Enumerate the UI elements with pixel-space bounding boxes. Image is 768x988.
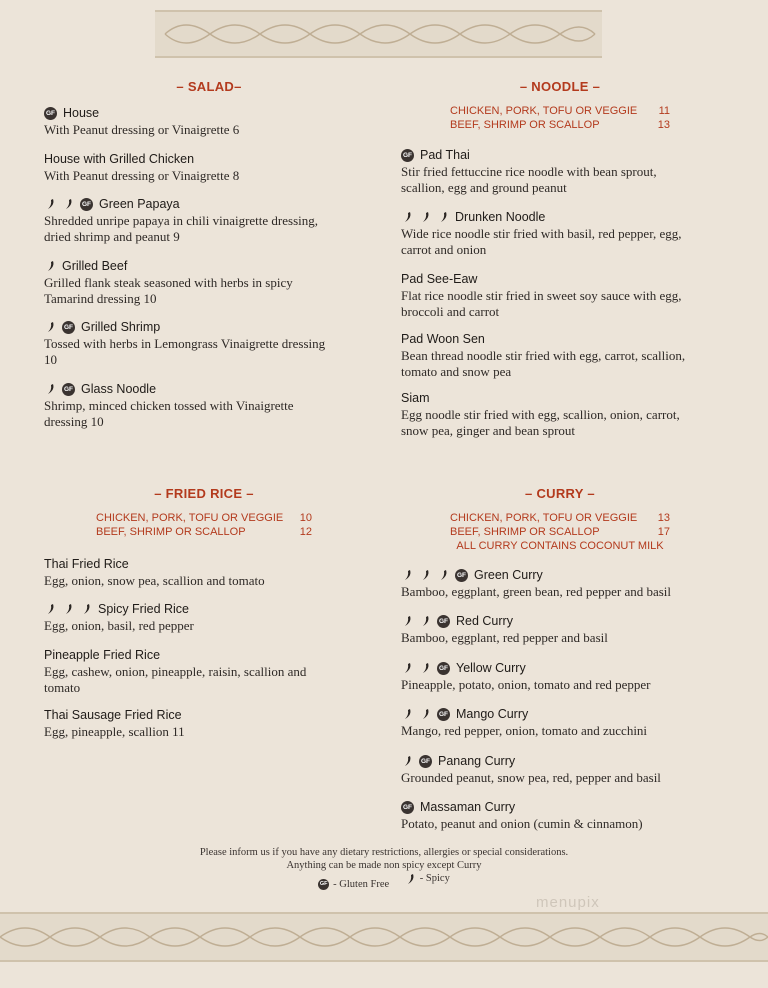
chili-spicy-icon: [419, 708, 431, 720]
price-value: 10: [299, 512, 312, 524]
item-description-cont: tomato and snow pea: [401, 364, 512, 379]
item-description: Egg, onion, snow pea, scallion and tomato: [44, 573, 265, 588]
item-name: Pad See-Eaw: [401, 272, 478, 286]
price-label: CHICKEN, PORK, TOFU OR VEGGIE: [450, 512, 638, 524]
item-name: House: [63, 106, 100, 120]
menu-item-grilled-shrimp: [44, 318, 374, 368]
chili-spicy-icon: [401, 755, 413, 767]
item-name: Grilled Beef: [62, 259, 128, 273]
noodle-title: – NOODLE –: [519, 79, 601, 94]
chili-spicy-icon: [62, 198, 74, 210]
gluten-free-icon: GF: [44, 107, 57, 120]
item-name: Siam: [401, 391, 430, 405]
chili-spicy-icon: [401, 615, 413, 627]
bottom-ornament-border: [0, 912, 768, 962]
item-description: Bean thread noodle stir fried with egg, carrot, scallion,: [401, 348, 686, 363]
chili-spicy-icon: [80, 603, 92, 615]
footer-line-spice: Anything can be made non spicy except Curry: [286, 860, 482, 871]
menu-item-panang-curry: [401, 752, 741, 786]
curry-title: – CURRY –: [525, 486, 595, 501]
price-line: [400, 104, 720, 118]
item-name: Pad Woon Sen: [401, 332, 485, 346]
item-name: Glass Noodle: [81, 382, 157, 396]
item-name: Red Curry: [456, 614, 513, 628]
chili-spicy-icon: [44, 321, 56, 333]
menu-item-drunken-noodle: [401, 208, 741, 258]
menu-item-pineapple-fried-rice: [44, 646, 374, 696]
item-description: Pineapple, potato, onion, tomato and red pepper: [401, 677, 651, 692]
gluten-free-icon: GF: [419, 755, 432, 768]
price-value: 17: [657, 526, 670, 538]
item-description: Egg, cashew, onion, pineapple, raisin, scallion and: [44, 664, 307, 679]
gluten-free-icon: GF: [437, 662, 450, 675]
chili-spicy-icon: [419, 569, 431, 581]
item-name: Green Curry: [474, 568, 543, 582]
price-label: CHICKEN, PORK, TOFU OR VEGGIE: [96, 512, 284, 524]
gluten-free-icon: GF: [401, 801, 414, 814]
menu-item-red-curry: [401, 612, 741, 646]
item-name: Mango Curry: [456, 707, 529, 721]
item-description: Grounded peanut, snow pea, red, pepper and basil: [401, 770, 661, 785]
item-description: Grilled flank steak seasoned with herbs in spicy: [44, 275, 293, 290]
price-line: [400, 118, 720, 132]
item-description: Shrimp, minced chicken tossed with Vinaigrette: [44, 398, 294, 413]
price-value: 11: [658, 105, 670, 117]
top-ornament-border: [155, 10, 602, 58]
menu-item-pad-see-eaw: [401, 270, 741, 320]
gluten-free-icon: GF: [455, 569, 468, 582]
item-name: Spicy Fried Rice: [98, 602, 189, 616]
menu-item-glass-noodle: [44, 380, 374, 430]
chili-spicy-icon: [44, 260, 56, 272]
price-line: [44, 525, 364, 539]
chili-spicy-icon: [401, 211, 413, 223]
gluten-free-icon: GF: [62, 321, 75, 334]
salad-section: [44, 79, 374, 94]
item-description: With Peanut dressing or Vinaigrette 6: [44, 122, 240, 137]
chili-spicy-icon: [437, 211, 449, 223]
item-description: Flat rice noodle stir fried in sweet soy sauce with egg,: [401, 288, 682, 303]
item-description-cont: snow pea, ginger and bean sprout: [401, 423, 576, 438]
item-description: With Peanut dressing or Vinaigrette 8: [44, 168, 240, 183]
menu-item-thai-sausage-fried-rice: [44, 706, 374, 740]
item-description-cont: 10: [44, 352, 57, 367]
item-description: Egg, pineapple, scallion 11: [44, 724, 185, 739]
item-description: Mango, red pepper, onion, tomato and zucchini: [401, 723, 648, 738]
price-value: 12: [299, 526, 312, 538]
menu-item-thai-fried-rice: [44, 555, 374, 589]
chili-spicy-icon: [419, 662, 431, 674]
curry-section: [400, 486, 720, 553]
price-line: [400, 511, 720, 525]
price-label: CHICKEN, PORK, TOFU OR VEGGIE: [450, 105, 638, 117]
menu-item-green-papaya: [44, 195, 374, 245]
price-value: 13: [657, 512, 670, 524]
price-value: 13: [657, 119, 670, 131]
item-description-cont: broccoli and carrot: [401, 304, 500, 319]
watermark-logo: menupix: [536, 894, 600, 911]
legend-spicy: [404, 872, 450, 885]
price-label: BEEF, SHRIMP OR SCALLOP: [96, 526, 246, 538]
chili-spicy-icon: [62, 603, 74, 615]
gluten-free-icon: GF: [437, 708, 450, 721]
footer-line-dietary: Please inform us if you have any dietary restrictions, allergies or special considerations.: [199, 847, 569, 858]
item-description: Shredded unripe papaya in chili vinaigrette dressing,: [44, 213, 319, 228]
legend-gf-label: - Gluten Free: [333, 878, 390, 890]
footer-notes: [0, 846, 768, 891]
curry-note: ALL CURRY CONTAINS COCONUT MILK: [456, 540, 664, 552]
price-label: BEEF, SHRIMP OR SCALLOP: [450, 526, 600, 538]
menu-item-pad-woon-sen: [401, 330, 741, 380]
menu-item-grilled-beef: [44, 257, 374, 307]
gluten-free-icon: GF: [401, 149, 414, 162]
item-name: House with Grilled Chicken: [44, 152, 195, 166]
item-description-cont: Tamarind dressing 10: [44, 291, 157, 306]
item-description-cont: dressing 10: [44, 414, 104, 429]
chili-spicy-icon: [401, 708, 413, 720]
salad-title: – SALAD–: [176, 79, 242, 94]
item-description: Bamboo, eggplant, red pepper and basil: [401, 630, 608, 645]
item-description: Potato, peanut and onion (cumin & cinnamon): [401, 816, 643, 831]
legend-gluten-free: [318, 878, 389, 891]
chili-spicy-icon: [401, 662, 413, 674]
menu-item-mango-curry: [401, 705, 741, 739]
item-description: Stir fried fettuccine rice noodle with bean sprout,: [401, 164, 657, 179]
menu-item-green-curry: [401, 566, 741, 600]
item-name: Pineapple Fried Rice: [44, 648, 161, 662]
fried-rice-section: [44, 486, 364, 539]
item-name: Thai Sausage Fried Rice: [44, 708, 182, 722]
item-description-cont: tomato: [44, 680, 81, 695]
legend-spicy-label: - Spicy: [419, 873, 450, 884]
price-label: BEEF, SHRIMP OR SCALLOP: [450, 119, 600, 131]
gluten-free-icon: GF: [437, 615, 450, 628]
chili-spicy-icon: [44, 603, 56, 615]
chili-spicy-icon: [44, 198, 56, 210]
chili-spicy-icon: [401, 569, 413, 581]
menu-item-massaman-curry: [401, 798, 741, 832]
item-description: Egg, onion, basil, red pepper: [44, 618, 194, 633]
chili-spicy-icon: [404, 873, 416, 885]
item-name: Yellow Curry: [456, 661, 526, 675]
item-description: Wide rice noodle stir fried with basil, red pepper, egg,: [401, 226, 682, 241]
chili-spicy-icon: [44, 383, 56, 395]
noodle-section: [400, 79, 720, 132]
chili-spicy-icon: [419, 211, 431, 223]
item-description: Tossed with herbs in Lemongrass Vinaigrette dressing: [44, 336, 326, 351]
item-name: Panang Curry: [438, 754, 516, 768]
menu-item-house-grilled-chicken: [44, 150, 374, 184]
menu-item-pad-thai: [401, 146, 741, 196]
item-description-cont: scallion, egg and ground peanut: [401, 180, 567, 195]
menu-item-yellow-curry: [401, 659, 741, 693]
item-name: Thai Fried Rice: [44, 557, 129, 571]
item-name: Pad Thai: [420, 148, 470, 162]
menu-item-siam: [401, 389, 741, 439]
gluten-free-icon: GF: [318, 879, 329, 890]
gluten-free-icon: GF: [62, 383, 75, 396]
item-name: Massaman Curry: [420, 800, 516, 814]
menu-item-house: [44, 104, 374, 138]
item-name: Drunken Noodle: [455, 210, 546, 224]
item-description-cont: dried shrimp and peanut 9: [44, 229, 180, 244]
item-name: Grilled Shrimp: [81, 320, 161, 334]
chili-spicy-icon: [437, 569, 449, 581]
chili-spicy-icon: [419, 615, 431, 627]
item-description: Egg noodle stir fried with egg, scallion, onion, carrot,: [401, 407, 680, 422]
fried-rice-title: – FRIED RICE –: [154, 486, 254, 501]
item-description-cont: carrot and onion: [401, 242, 487, 257]
menu-item-spicy-fried-rice: [44, 600, 374, 634]
gluten-free-icon: GF: [80, 198, 93, 211]
item-name: Green Papaya: [99, 197, 180, 211]
item-description: Bamboo, eggplant, green bean, red pepper and basil: [401, 584, 672, 599]
price-line: [44, 511, 364, 525]
price-line: [400, 525, 720, 539]
